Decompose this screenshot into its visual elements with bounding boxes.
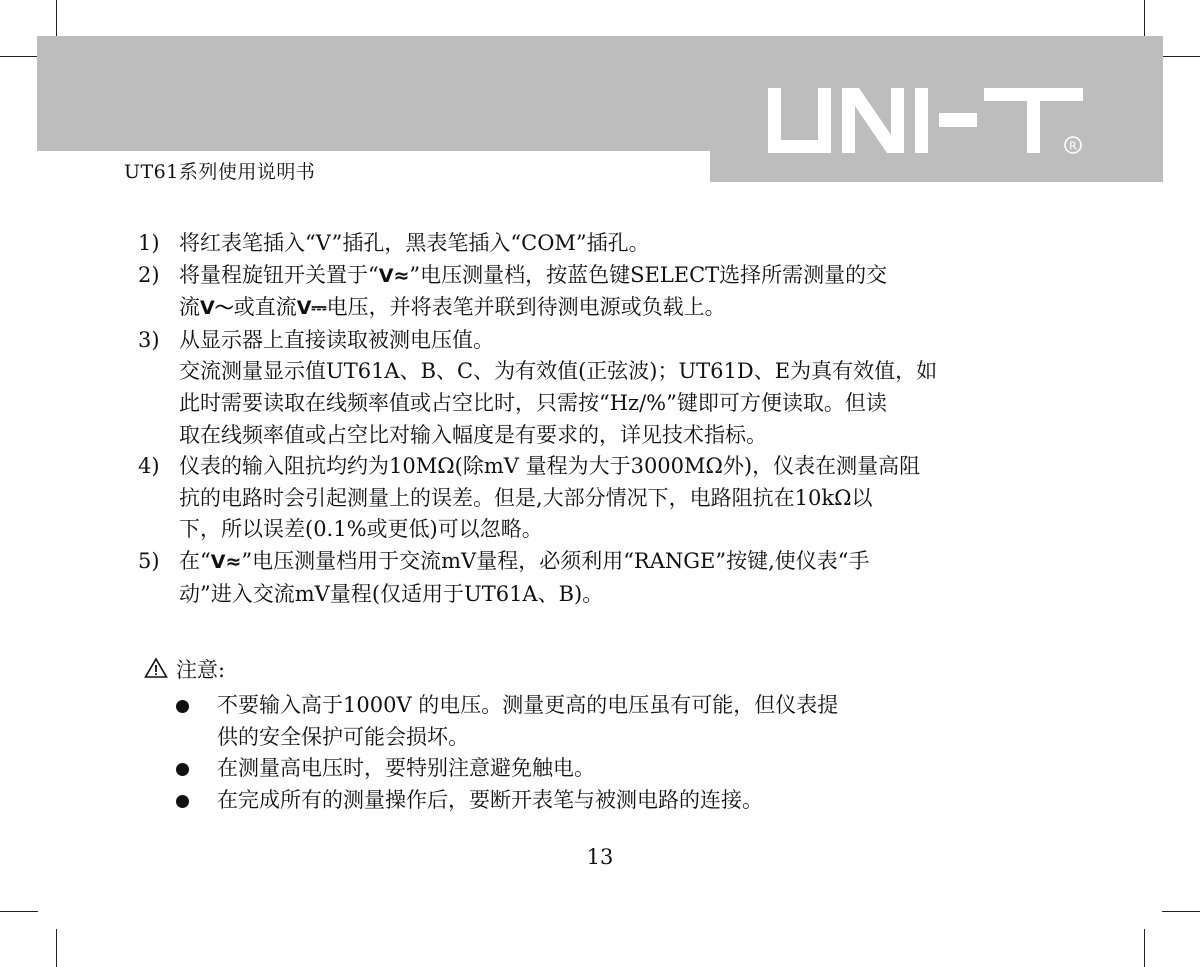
bullet-icon bbox=[176, 763, 189, 776]
crop-mark bbox=[56, 929, 57, 967]
crop-mark bbox=[1162, 56, 1200, 57]
warning-text-line: 不要输入高于1000V 的电压。测量更高的电压虽有可能，但仪表提 bbox=[217, 693, 839, 717]
bullet-icon bbox=[176, 700, 189, 713]
step-text-line: 动”进入交流mV量程(仅适用于UT61A、B)。 bbox=[179, 581, 604, 606]
text-fragment: 在“ bbox=[179, 548, 211, 573]
crop-mark bbox=[56, 0, 57, 38]
step-1 bbox=[138, 228, 1078, 260]
warning-text-line: 在测量高电压时，要特别注意避免触电。 bbox=[217, 756, 595, 781]
warning-item bbox=[174, 690, 994, 753]
step-text-line: 从显示器上直接读取被测电压值。 bbox=[179, 327, 494, 352]
step-5 bbox=[138, 546, 1078, 610]
step-text-line bbox=[179, 546, 1078, 579]
page-number: 13 bbox=[586, 845, 614, 869]
step-text-line: 交流测量显示值UT61A、B、C、为有效值(正弦波)；UT61D、E为真有效值，如 bbox=[179, 359, 938, 384]
crop-mark bbox=[1162, 911, 1200, 912]
manual-title: UT61系列使用说明书 bbox=[124, 161, 316, 183]
step-number: 3) bbox=[138, 327, 160, 352]
uni-t-logo bbox=[768, 88, 1088, 162]
step-text-line: 此时需要读取在线频率值或占空比时，只需按“Hz/%”键即可方便读取。但读 bbox=[179, 390, 887, 415]
instruction-steps bbox=[138, 228, 1078, 610]
crop-mark bbox=[1144, 929, 1145, 967]
text-fragment: 流 bbox=[179, 295, 200, 320]
warning-list bbox=[174, 690, 994, 816]
text-fragment: 电压，并将表笔并联到待测电源或负载上。 bbox=[326, 295, 726, 320]
step-number: 1) bbox=[138, 231, 160, 255]
warning-text-line: 在完成所有的测量操作后，要断开表笔与被测电路的连接。 bbox=[217, 787, 763, 812]
step-text-line: 下，所以误差(0.1%或更低)可以忽略。 bbox=[179, 517, 543, 542]
warning-triangle-icon bbox=[144, 657, 168, 689]
ac-voltage-symbol: V～ bbox=[200, 297, 234, 320]
step-number: 2) bbox=[138, 262, 160, 287]
warning-title: 注意: bbox=[176, 658, 226, 682]
crop-mark bbox=[1144, 0, 1145, 38]
text-fragment: ”电压测量档用于交流mV量程，必须利用“RANGE”按键,使仪表“手 bbox=[241, 548, 870, 573]
ac-voltage-symbol: V≈ bbox=[378, 264, 410, 287]
dc-voltage-symbol: V⎓ bbox=[296, 297, 327, 320]
text-fragment: 将量程旋钮开关置于“ bbox=[179, 262, 379, 287]
crop-mark bbox=[0, 56, 38, 57]
step-text: 将红表笔插入“V”插孔，黑表笔插入“COM”插孔。 bbox=[179, 231, 650, 255]
step-3 bbox=[138, 325, 1078, 451]
step-2 bbox=[138, 260, 1078, 325]
step-text-line: 取在线频率值或占空比对输入幅度是有要求的，详见技术指标。 bbox=[179, 422, 767, 447]
warning-heading bbox=[144, 655, 225, 689]
ac-voltage-symbol: V≈ bbox=[210, 550, 242, 573]
step-number: 5) bbox=[138, 548, 160, 573]
step-4 bbox=[138, 451, 1078, 546]
warning-text-line: 供的安全保护可能会损坏。 bbox=[217, 724, 469, 749]
step-text-line bbox=[179, 292, 1078, 325]
bullet-icon bbox=[176, 795, 189, 808]
warning-item bbox=[174, 785, 994, 817]
svg-text:R: R bbox=[1069, 139, 1077, 153]
crop-mark bbox=[0, 911, 38, 912]
text-fragment: 或直流 bbox=[233, 295, 297, 320]
warning-item bbox=[174, 753, 994, 785]
step-text-line: 仪表的输入阻抗均约为10MΩ(除mV 量程为大于3000MΩ外)，仪表在测量高阻 bbox=[179, 454, 921, 479]
step-text-line: 抗的电路时会引起测量上的误差。但是,大部分情况下，电路阻抗在10kΩ以 bbox=[179, 485, 873, 510]
step-number: 4) bbox=[138, 454, 160, 479]
step-text-line bbox=[179, 260, 1078, 293]
text-fragment: ”电压测量档，按蓝色键SELECT选择所需测量的交 bbox=[409, 262, 888, 287]
